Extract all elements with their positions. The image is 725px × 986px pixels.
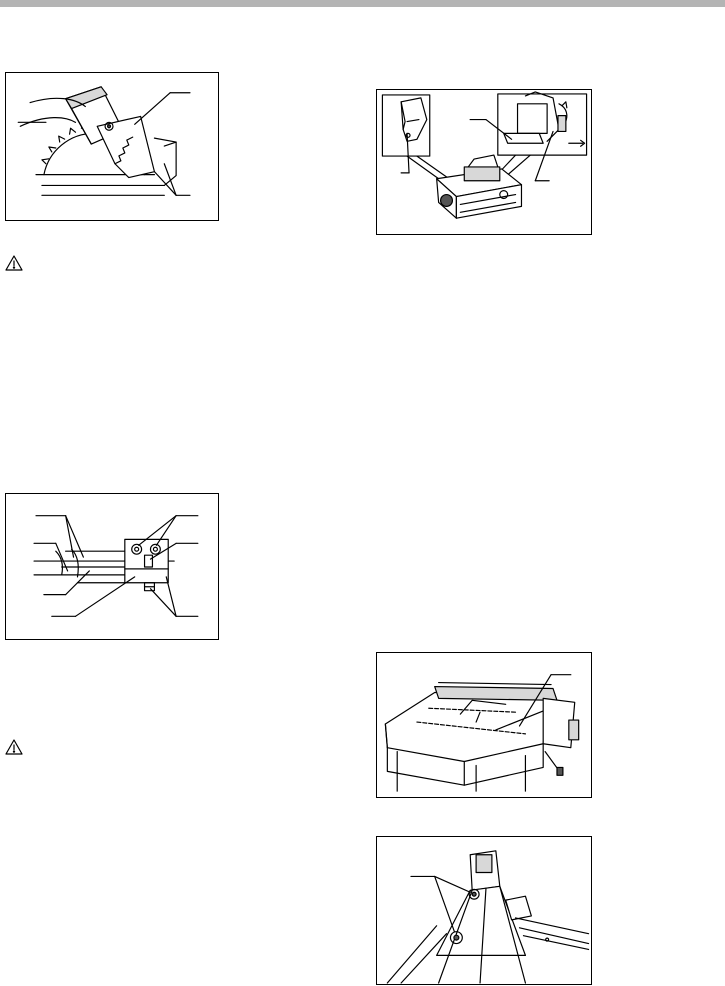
figure-fence-screws [376, 836, 592, 985]
clamp-side-illustration [6, 494, 218, 639]
figure-clamp-side-view [5, 493, 219, 640]
blade-guard-illustration [6, 73, 218, 220]
warning-triangle-icon [5, 255, 23, 271]
fence-screws-illustration [377, 837, 591, 984]
figure-blade-guard [5, 72, 219, 221]
saw-detail-illustration [377, 90, 591, 234]
warning-triangle-icon [5, 739, 23, 755]
figure-saw-detail-views [376, 89, 592, 235]
header-bar [0, 0, 725, 7]
rip-fence-illustration [377, 653, 591, 797]
figure-rip-fence-table [376, 652, 592, 798]
